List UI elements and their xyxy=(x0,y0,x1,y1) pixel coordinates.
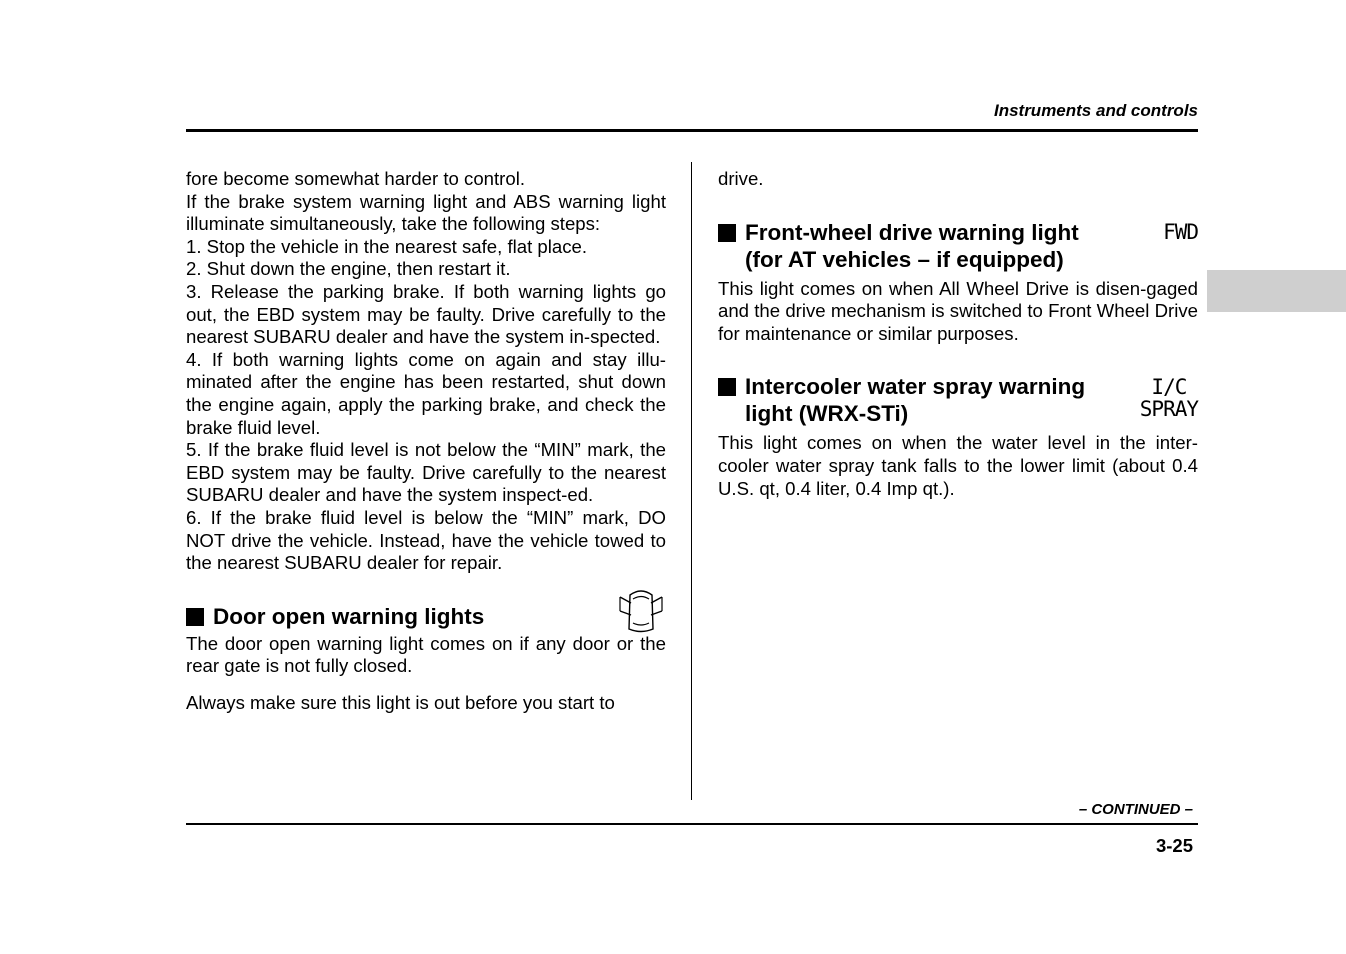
step-3: 3. Release the parking brake. If both warning lights go out, the EBD system may be faulty. Drive carefully to the nearest SUBARU dealer and have the system in-spected. xyxy=(186,280,666,348)
left-column xyxy=(186,168,666,714)
step-4: 4. If both warning lights come on again and stay illu-minated after the engine has been restarted, shut down the engine again, apply the parking brake, and check the brake fluid level. xyxy=(186,348,666,438)
intercooler-warning-heading xyxy=(718,373,1198,427)
step-2: 2. Shut down the engine, then restart it. xyxy=(186,258,511,280)
body-paragraph: fore become somewhat harder to control. xyxy=(186,168,525,189)
heading-text-line2: (for AT vehicles – if equipped) xyxy=(745,246,1064,272)
section-square-icon xyxy=(718,378,736,396)
ic-spray-symbol-icon xyxy=(1140,376,1198,420)
right-column xyxy=(718,168,1198,500)
footer-rule xyxy=(186,823,1198,825)
column-divider xyxy=(691,162,692,800)
body-paragraph: drive. xyxy=(718,168,764,189)
section-square-icon xyxy=(718,224,736,242)
heading-text: Door open warning lights xyxy=(213,603,485,629)
continued-label: – CONTINUED – xyxy=(1078,801,1193,818)
page-number: 3-25 xyxy=(1155,835,1193,856)
header-rule xyxy=(186,129,1198,132)
body-paragraph: Always make sure this light is out before you start to xyxy=(186,691,615,713)
heading-text-line2: light (WRX-STi) xyxy=(745,401,909,427)
step-6: 6. If the brake fluid level is below the “MIN” mark, DO NOT drive the vehicle. Instead, have the vehicle towed to the nearest SUBARU dealer for repair. xyxy=(186,506,666,574)
step-5: 5. If the brake fluid level is not below the “MIN” mark, the EBD system may be faulty. Drive carefully to the nearest SUBARU dealer and have the system inspect-ed. xyxy=(186,439,666,506)
heading-text-line1: Intercooler water spray warning xyxy=(745,374,1086,400)
section-square-icon xyxy=(186,608,204,626)
body-paragraph: This light comes on when the water level in the inter-cooler water spray tank falls to the lower limit (about 0.4 U.S. qt, 0.4 liter, 0.4 Imp qt.). xyxy=(718,432,1198,499)
section-title: Instruments and controls xyxy=(993,101,1198,120)
symbol-line1: I/C xyxy=(1151,375,1187,400)
step-1: 1. Stop the vehicle in the nearest safe, flat place. xyxy=(186,235,588,257)
door-open-heading xyxy=(186,603,666,630)
body-paragraph: The door open warning light comes on if any door or the rear gate is not fully closed. xyxy=(186,632,666,677)
body-paragraph: If the brake system warning light and ABS warning light illuminate simultaneously, take the following steps: xyxy=(186,190,666,235)
door-open-car-icon xyxy=(616,585,666,637)
body-paragraph: This light comes on when All Wheel Drive is disen-gaged and the drive mechanism is switched to Front Wheel Drive for maintenance or similar purposes. xyxy=(718,277,1198,344)
chapter-tab xyxy=(1207,270,1346,312)
heading-text-line1: Front-wheel drive warning light xyxy=(745,219,1079,245)
symbol-line2: SPRAY xyxy=(1139,397,1198,422)
fwd-warning-heading xyxy=(718,219,1198,273)
fwd-symbol-icon: FWD xyxy=(1163,219,1198,244)
